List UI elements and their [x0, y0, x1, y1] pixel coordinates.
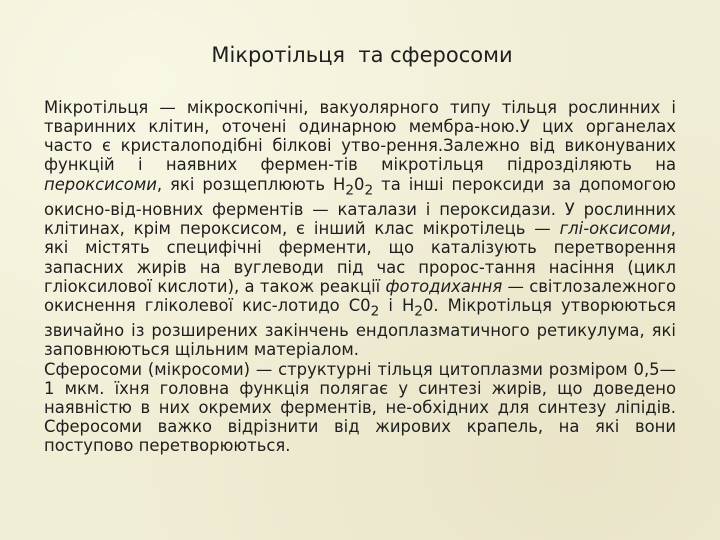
- slide-body: [44, 98, 676, 455]
- subscript-digit: 2: [414, 303, 423, 320]
- text-run: — світлозалежного окиснення гліколевої кис-лотидо С0: [44, 276, 676, 315]
- paragraph-microbodies: [44, 98, 676, 360]
- text-run: 0: [354, 174, 365, 194]
- slide-title: Мікротільця та сферосоми: [211, 43, 513, 67]
- text-run: — структурні тільця цитоплазми розміром 0,5—1 мкм. їхня головна функція полягає у синтезі жирів, що доведено наявністю в них окремих ферментів, не-обхідних для синтезу ліпідів. Сферосоми важко відрізнити від жирових крапель, на які вони поступово перетворюються.: [44, 359, 676, 456]
- subscript-digit: 2: [370, 303, 380, 320]
- paragraph-spherosomes: [44, 360, 676, 456]
- subscript-digit: 2: [364, 181, 374, 198]
- text-run: і Н: [379, 295, 415, 315]
- italic-term: глі-оксисоми: [559, 219, 671, 239]
- italic-term: пероксисоми: [44, 174, 157, 194]
- text-run: 0. Мікротільця утворюються звичайно із розширених закінчень ендоплазматичного ретикулума, які заповнюються щільним матеріалом.: [44, 295, 677, 360]
- defined-term: Сферосоми (мікросоми): [44, 359, 250, 379]
- text-run: , які містять специфічні ферменти, що каталізують перетворення запасних жирів на вуглеводи під час пророс-тання насіння (цикл гліоксилової кислоти), а також реакції: [44, 219, 676, 296]
- text-run: , які розщеплюють Н: [156, 174, 346, 194]
- defined-term: Мікротільця: [44, 98, 149, 117]
- subscript-digit: 2: [345, 181, 355, 198]
- text-run: та інші пероксиди за допомогою окисно-від-новних ферментів — каталази і пероксидази. У рослинних клітинах, крім пероксисом, є інший клас мікротілець —: [44, 174, 676, 239]
- text-run: — мікроскопічні, вакуолярного типу тільця рослинних і тваринних клітин, оточені одинарною мембра-ною.У цих органелах часто є кристалоподібні білкові утво-рення.Залежно від виконуваних функцій і наявних фермен-тів мікротільця підрозділяють на: [44, 98, 676, 175]
- italic-term: фотодихання: [385, 276, 503, 296]
